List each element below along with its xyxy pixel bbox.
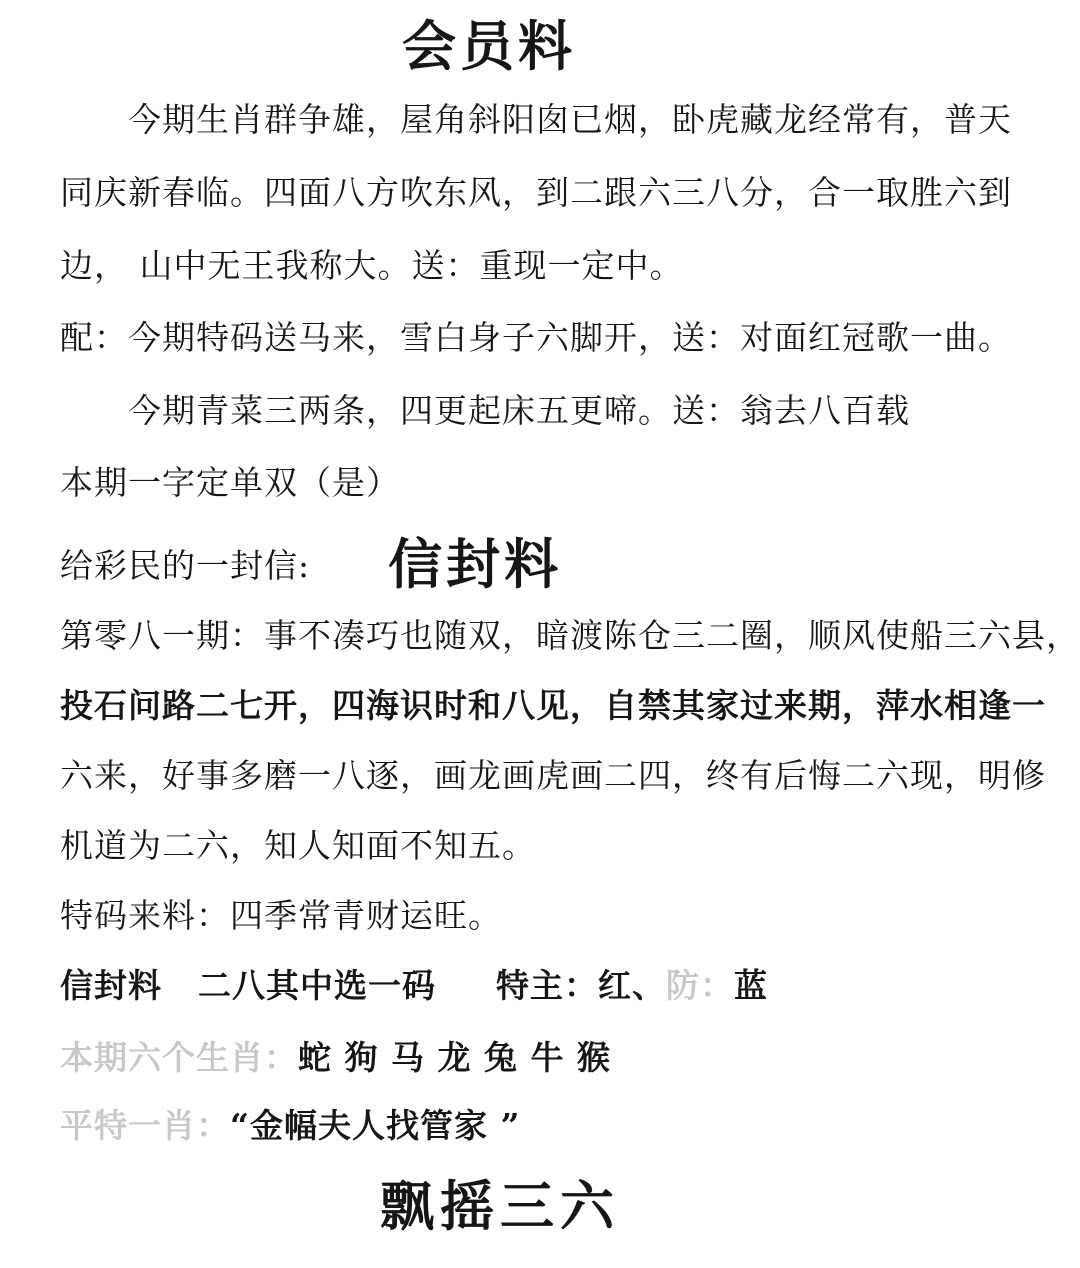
letter-heading: [60, 532, 563, 596]
envelope-line-1: 第零八一期：事不凑巧也随双，暗渡陈仓三二圈，顺风使船三六县，: [60, 616, 1080, 655]
letter-label: 给彩民的一封信:: [60, 546, 311, 585]
envelope-line-4: 机道为二六，知人知面不知五。: [60, 826, 536, 865]
envelope-line-2: 投石问路二七开，四海识时和八见，自禁其家过来期，萍水相逢一: [60, 686, 1046, 725]
envelope-line-3: 六来，好事多磨一八逐，画龙画虎画二四，终有后悔二六现，明修: [60, 756, 1046, 795]
zodiac-line: [60, 1038, 611, 1078]
zodiac-label: 本期六个生肖：: [60, 1038, 298, 1077]
summary-defend-label: 防：: [666, 966, 734, 1005]
riddle-line: [60, 1106, 520, 1146]
member-line-2: 同庆新春临。四面八方吹东风，到二跟六三八分，合一取胜六到: [60, 173, 1012, 212]
member-line-4: 配：今期特码送马来，雪白身子六脚开，送：对面红冠歌一曲。: [60, 318, 1012, 357]
envelope-line-5: 特码来料：四季常青财运旺。: [60, 896, 502, 935]
footer-title: 飘摇三六: [380, 1174, 620, 1238]
member-line-3: 边， 山中无王我称大。送：重现一定中。: [60, 246, 684, 285]
member-line-1: 今期生肖群争雄，屋角斜阳囱已烟，卧虎藏龙经常有，普天: [128, 100, 1012, 139]
summary-defend-value: 蓝: [734, 966, 768, 1005]
summary-main-label: 特主：: [496, 966, 598, 1005]
summary-label: 信封料: [60, 966, 162, 1005]
member-line-5: 今期青菜三两条，四更起床五更啼。送：翁去八百载: [128, 391, 910, 430]
member-line-6: 本期一字定单双（是）: [60, 463, 400, 502]
summary-main-value: 红、: [598, 966, 666, 1005]
summary-pick: 二八其中选一码: [198, 966, 436, 1005]
envelope-title: 信封料: [388, 532, 563, 596]
riddle-label: 平特一肖：: [60, 1106, 230, 1145]
riddle-value: “金幅夫人找管家 ”: [230, 1106, 521, 1145]
summary-envelope-line: [60, 966, 768, 1006]
member-title: 会员料: [402, 14, 576, 78]
zodiac-value: 蛇 狗 马 龙 兔 牛 猴: [298, 1038, 611, 1077]
